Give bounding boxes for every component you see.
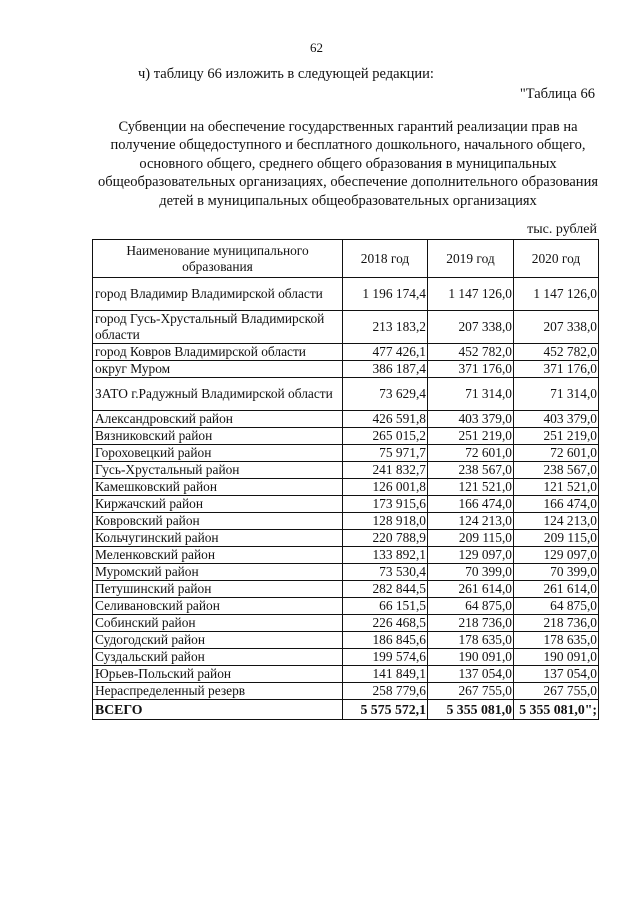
table-row — [93, 311, 599, 344]
municipality-cell: Гусь-Хрустальный район — [93, 462, 343, 479]
value-2020-cell: 71 314,0 — [514, 378, 599, 411]
value-2018-cell: 241 832,7 — [343, 462, 428, 479]
value-2020-cell: 371 176,0 — [514, 361, 599, 378]
municipality-cell: Судогодский район — [93, 632, 343, 649]
value-2019-cell: 64 875,0 — [428, 598, 514, 615]
value-2018-cell: 213 183,2 — [343, 311, 428, 344]
value-2019-cell: 251 219,0 — [428, 428, 514, 445]
value-2019-cell: 267 755,0 — [428, 683, 514, 700]
value-2020-cell: 403 379,0 — [514, 411, 599, 428]
municipality-cell: Александровский район — [93, 411, 343, 428]
header-2019: 2019 год — [428, 240, 514, 278]
municipality-cell: Ковровский район — [93, 513, 343, 530]
table-row — [93, 547, 599, 564]
total-2020-cell: 5 355 081,0"; — [514, 700, 599, 720]
table-row — [93, 496, 599, 513]
value-2020-cell: 190 091,0 — [514, 649, 599, 666]
value-2018-cell: 199 574,6 — [343, 649, 428, 666]
value-2019-cell: 190 091,0 — [428, 649, 514, 666]
municipality-cell: Собинский район — [93, 615, 343, 632]
table-row — [93, 479, 599, 496]
value-2020-cell: 121 521,0 — [514, 479, 599, 496]
value-2019-cell: 238 567,0 — [428, 462, 514, 479]
total-2018-cell: 5 575 572,1 — [343, 700, 428, 720]
table-row — [93, 445, 599, 462]
value-2020-cell: 64 875,0 — [514, 598, 599, 615]
value-2019-cell: 121 521,0 — [428, 479, 514, 496]
value-2018-cell: 75 971,7 — [343, 445, 428, 462]
header-2018: 2018 год — [343, 240, 428, 278]
value-2020-cell: 261 614,0 — [514, 581, 599, 598]
municipality-cell: ЗАТО г.Радужный Владимирской области — [93, 378, 343, 411]
municipality-cell: Суздальский район — [93, 649, 343, 666]
value-2018-cell: 426 591,8 — [343, 411, 428, 428]
value-2018-cell: 128 918,0 — [343, 513, 428, 530]
header-2020: 2020 год — [514, 240, 599, 278]
value-2018-cell: 73 629,4 — [343, 378, 428, 411]
value-2020-cell: 70 399,0 — [514, 564, 599, 581]
table-row — [93, 530, 599, 547]
table-row — [93, 632, 599, 649]
value-2018-cell: 73 530,4 — [343, 564, 428, 581]
value-2018-cell: 386 187,4 — [343, 361, 428, 378]
table-row — [93, 683, 599, 700]
value-2019-cell: 166 474,0 — [428, 496, 514, 513]
value-2018-cell: 226 468,5 — [343, 615, 428, 632]
value-2019-cell: 261 614,0 — [428, 581, 514, 598]
municipality-cell: Петушинский район — [93, 581, 343, 598]
municipality-cell: город Владимир Владимирской области — [93, 278, 343, 311]
value-2020-cell: 209 115,0 — [514, 530, 599, 547]
table-header-row — [93, 240, 599, 278]
value-2019-cell: 71 314,0 — [428, 378, 514, 411]
value-2018-cell: 282 844,5 — [343, 581, 428, 598]
value-2020-cell: 1 147 126,0 — [514, 278, 599, 311]
municipality-cell: Селивановский район — [93, 598, 343, 615]
value-2020-cell: 452 782,0 — [514, 344, 599, 361]
value-2018-cell: 66 151,5 — [343, 598, 428, 615]
table-label: "Таблица 66 — [519, 86, 595, 102]
value-2019-cell: 209 115,0 — [428, 530, 514, 547]
value-2020-cell: 166 474,0 — [514, 496, 599, 513]
value-2020-cell: 251 219,0 — [514, 428, 599, 445]
header-municipality: Наименование муниципального образования — [93, 240, 343, 278]
municipality-cell: Нераспределенный резерв — [93, 683, 343, 700]
table-row — [93, 666, 599, 683]
value-2019-cell: 124 213,0 — [428, 513, 514, 530]
value-2018-cell: 265 015,2 — [343, 428, 428, 445]
municipality-cell: город Ковров Владимирской области — [93, 344, 343, 361]
value-2018-cell: 477 426,1 — [343, 344, 428, 361]
value-2019-cell: 371 176,0 — [428, 361, 514, 378]
value-2018-cell: 141 849,1 — [343, 666, 428, 683]
value-2020-cell: 137 054,0 — [514, 666, 599, 683]
table-row — [93, 564, 599, 581]
value-2019-cell: 72 601,0 — [428, 445, 514, 462]
table-row — [93, 411, 599, 428]
value-2019-cell: 137 054,0 — [428, 666, 514, 683]
value-2019-cell: 403 379,0 — [428, 411, 514, 428]
value-2020-cell: 207 338,0 — [514, 311, 599, 344]
value-2019-cell: 1 147 126,0 — [428, 278, 514, 311]
value-2018-cell: 1 196 174,4 — [343, 278, 428, 311]
value-2018-cell: 133 892,1 — [343, 547, 428, 564]
municipality-cell: Юрьев-Польский район — [93, 666, 343, 683]
total-row — [93, 700, 599, 720]
table-row — [93, 344, 599, 361]
subventions-table — [92, 239, 599, 720]
table-row — [93, 581, 599, 598]
value-2020-cell: 72 601,0 — [514, 445, 599, 462]
value-2020-cell: 218 736,0 — [514, 615, 599, 632]
municipality-cell: Муромский район — [93, 564, 343, 581]
table-row — [93, 428, 599, 445]
value-2020-cell: 267 755,0 — [514, 683, 599, 700]
municipality-cell: Кольчугинский район — [93, 530, 343, 547]
value-2019-cell: 207 338,0 — [428, 311, 514, 344]
municipality-cell: Меленковский район — [93, 547, 343, 564]
value-2018-cell: 186 845,6 — [343, 632, 428, 649]
table-row — [93, 361, 599, 378]
table-row — [93, 615, 599, 632]
municipality-cell: Киржачский район — [93, 496, 343, 513]
total-2019-cell: 5 355 081,0 — [428, 700, 514, 720]
units-label: тыс. рублей — [527, 222, 597, 237]
table-row — [93, 378, 599, 411]
table-row — [93, 462, 599, 479]
value-2019-cell: 452 782,0 — [428, 344, 514, 361]
table-title: Субвенции на обеспечение государственных гарантий реализации прав на получение общедоступного и бесплатного дошкольного, начального общего, основного общего, среднего общего образования в муниципальных общеобразовательных организациях, обеспечение дополнительного образования детей в муниципальных общеобразовательных организациях — [98, 119, 598, 209]
value-2020-cell: 124 213,0 — [514, 513, 599, 530]
value-2018-cell: 220 788,9 — [343, 530, 428, 547]
municipality-cell: Камешковский район — [93, 479, 343, 496]
value-2019-cell: 178 635,0 — [428, 632, 514, 649]
value-2019-cell: 218 736,0 — [428, 615, 514, 632]
value-2018-cell: 173 915,6 — [343, 496, 428, 513]
value-2020-cell: 129 097,0 — [514, 547, 599, 564]
value-2018-cell: 126 001,8 — [343, 479, 428, 496]
page-number: 62 — [310, 40, 323, 55]
table-row — [93, 513, 599, 530]
value-2019-cell: 129 097,0 — [428, 547, 514, 564]
value-2020-cell: 238 567,0 — [514, 462, 599, 479]
municipality-cell: округ Муром — [93, 361, 343, 378]
municipality-cell: Гороховецкий район — [93, 445, 343, 462]
value-2020-cell: 178 635,0 — [514, 632, 599, 649]
value-2019-cell: 70 399,0 — [428, 564, 514, 581]
municipality-cell: Вязниковский район — [93, 428, 343, 445]
table-body — [93, 278, 599, 720]
table-row — [93, 278, 599, 311]
value-2018-cell: 258 779,6 — [343, 683, 428, 700]
total-label-cell: ВСЕГО — [93, 700, 343, 720]
table-row — [93, 649, 599, 666]
amendment-instruction: ч) таблицу 66 изложить в следующей редакции: — [138, 66, 434, 82]
table-row — [93, 598, 599, 615]
municipality-cell: город Гусь-Хрустальный Владимирской области — [93, 311, 343, 344]
